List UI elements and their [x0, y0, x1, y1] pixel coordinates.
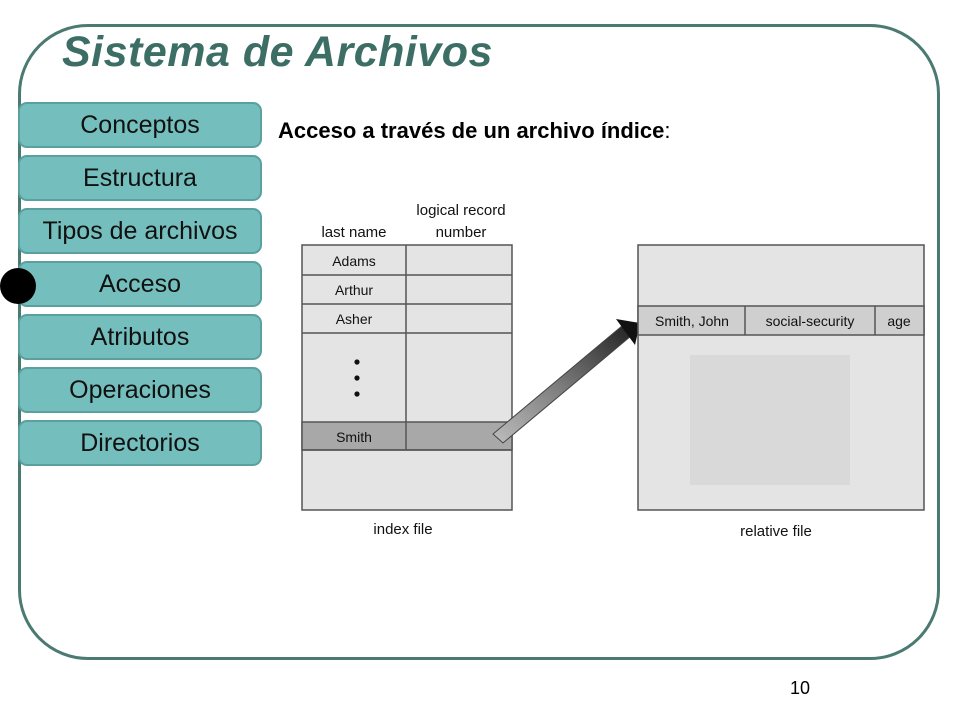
index-col-last-name-header: last name — [321, 224, 387, 241]
slide-title: Sistema de Archivos — [62, 28, 493, 76]
nav-item-tipos-de-archivos[interactable]: Tipos de archivos — [18, 208, 262, 254]
relative-field-ssn: social-security — [765, 313, 855, 329]
index-row-name: Asher — [335, 311, 373, 327]
index-file-diagram — [290, 195, 940, 555]
index-row-name: Smith — [336, 429, 372, 445]
index-file-table — [302, 245, 512, 510]
nav-item-atributos[interactable]: Atributos — [18, 314, 262, 360]
nav-item-estructura[interactable]: Estructura — [18, 155, 262, 201]
index-col-logical-header-line2: number — [435, 224, 487, 241]
content-heading — [278, 118, 671, 144]
relative-field-name: Smith, John — [655, 313, 729, 329]
page-number: 10 — [790, 678, 811, 698]
index-row-smith-highlight — [302, 422, 512, 450]
relative-file-caption: relative file — [740, 523, 812, 540]
pointer-arrow-icon — [493, 319, 640, 443]
index-file-caption: index file — [373, 521, 433, 538]
index-col-logical-header-line1: logical record — [416, 202, 506, 219]
nav-item-operaciones[interactable]: Operaciones — [18, 367, 262, 413]
relative-file-table — [638, 245, 924, 510]
active-item-bullet-icon — [0, 268, 36, 304]
content-heading-colon: : — [664, 118, 671, 143]
nav-item-directorios[interactable]: Directorios — [18, 420, 262, 466]
index-row-name: Arthur — [334, 282, 374, 298]
nav-item-conceptos[interactable]: Conceptos — [18, 102, 262, 148]
index-row-name: Adams — [332, 253, 376, 269]
relative-field-age: age — [887, 313, 911, 329]
content-heading-text: Acceso a través de un archivo índice — [278, 118, 665, 143]
nav-item-acceso[interactable]: Acceso — [18, 261, 262, 307]
